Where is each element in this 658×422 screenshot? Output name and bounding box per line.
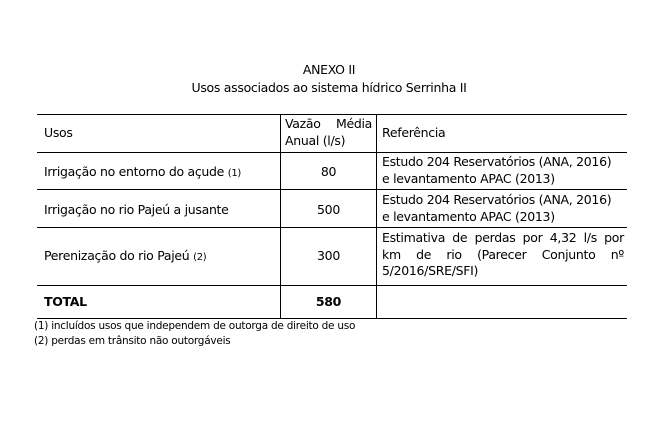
annex-subtitle: Usos associados ao sistema hídrico Serrinha II [191,80,467,95]
header-bottom-border [37,152,627,153]
ref-line: e levantamento APAC (2013) [382,208,555,224]
ref-line: Estudo 204 Reservatórios (ANA, 2016) [382,192,612,207]
total-label: TOTAL [44,294,87,309]
ref-line: Estimativa de perdas por 4,32 l/s por [382,230,624,245]
total-vazao: 580 [315,294,342,309]
table-row-2-uso: Irrigação no rio Pajeú a jusante [44,202,229,217]
row-divider [37,285,627,286]
footnote-1: (1) incluídos usos que independem de outorga de direito de uso [34,320,356,332]
table-bottom-border [37,318,627,319]
uso-label: Perenização do rio Pajeú [44,248,190,263]
table-row-1-referencia [382,154,624,187]
table-row-1-uso [44,164,241,183]
ref-line: 5/2016/SRE/SFI) [382,263,479,278]
ref-line: Estudo 204 Reservatórios (ANA, 2016) [382,154,612,169]
footnote-2: (2) perdas em trânsito não outorgáveis [34,335,231,347]
table-row-2-referencia [382,192,624,225]
table-row-3-vazao: 300 [317,248,340,263]
header-usos: Usos [44,125,73,140]
annex-title: ANEXO II [302,62,356,77]
table-row-2-vazao: 500 [317,202,340,217]
row-divider [37,189,627,190]
ref-line: e levantamento APAC (2013) [382,170,555,186]
header-referencia: Referência [382,125,446,140]
header-vazao-line1: Vazão Média [285,116,372,131]
table-top-border [37,114,627,115]
table-row-1-vazao: 80 [320,164,337,179]
header-vazao [281,116,376,149]
row-divider [37,227,627,228]
footnote-ref: (1) [227,168,242,179]
table-row-3-uso [44,248,206,267]
footnote-ref: (2) [193,252,207,263]
ref-line: km de rio (Parecer Conjunto nº [382,246,624,262]
header-vazao-line2: Anual (l/s) [285,132,346,148]
column-divider [376,114,377,319]
uso-label: Irrigação no entorno do açude [44,164,225,179]
table-row-3-referencia [382,230,624,280]
